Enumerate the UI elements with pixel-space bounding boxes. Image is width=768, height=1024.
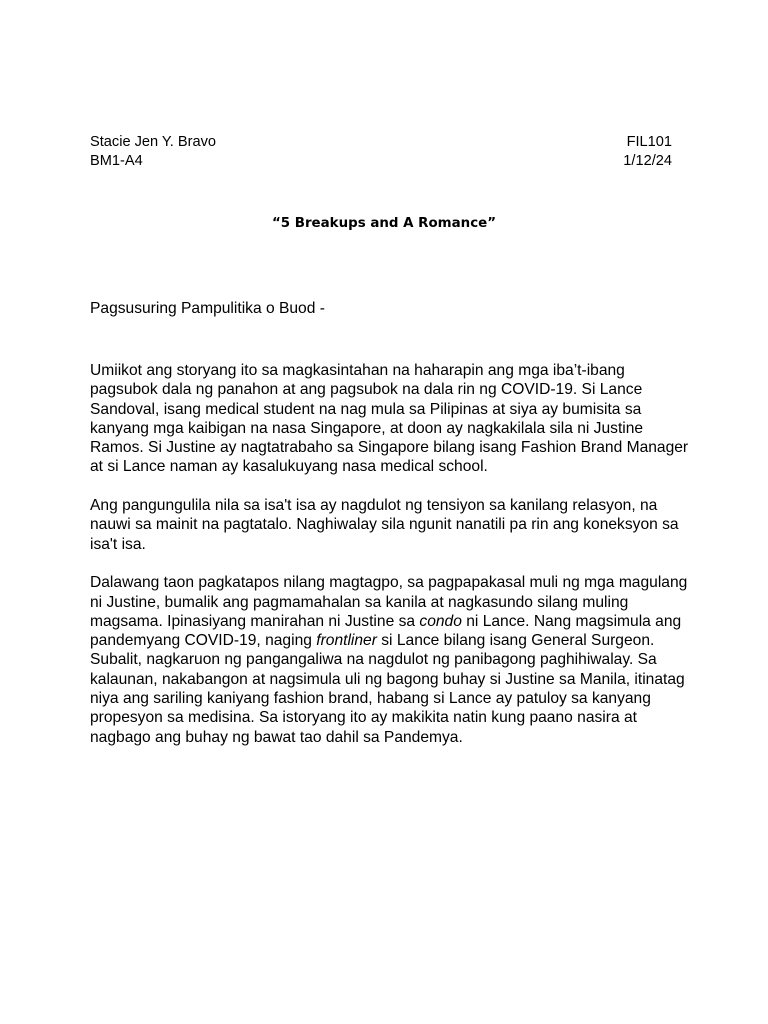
- header-row-2: [90, 152, 672, 171]
- paragraph-1: Umiikot ang storyang ito sa magkasintahan na haharapin ang mga iba’t-ibang pagsubok dala ng panahon at ang pagsubok na dala rin ng COVID-19. Si Lance Sandoval, isang medical student na nag mula sa Pilipinas at siya ay bumisita sa kanyang mga kaibigan na nasa Singapore, at doon ay nagkakilala sila ni Justine Ramos. Si Justine ay nagtatrabaho sa Singapore bilang isang Fashion Brand Manager at si Lance naman ay kasalukuyang nasa medical school.: [90, 362, 689, 476]
- author-name: Stacie Jen Y. Bravo: [90, 134, 217, 150]
- header-row-1: [90, 133, 672, 152]
- paragraph-3-text-3: si Lance bilang isang General Surgeon. Subalit, nagkaruon ng pangangaliwa na nagdulot ng panibagong paghihiwalay. Sa kalaunan, nakabangon at nagsimula uli ng bagong buhay si Justine sa Manila, itinatag niya ang sariling kaniyang fashion brand, habang si Lance ay patuloy sa kanyang propesyon sa medisina. Sa istoryang ito ay makikita natin kung paano nasira at nagbago ang buhay ng bawat tao dahil sa Pandemya.: [90, 632, 685, 746]
- paragraph-3: [90, 573, 690, 747]
- body-text: [90, 361, 690, 766]
- document-header: [90, 133, 672, 171]
- document-date: 1/12/24: [623, 153, 672, 169]
- paragraph-3-text-1: Dalawang taon pagkatapos nilang magtagpo, sa pagpapakasal muli ng mga magulang ni Justine, bumalik ang pagmamahalan sa kanila at nagkasundo silang muling magsama. Ipinasiyang manirahan ni Justine sa: [90, 574, 688, 630]
- course-code: FIL101: [626, 134, 672, 150]
- paragraph-3-text-2: ni Lance. Nang magsimula ang pandemyang COVID-19, naging: [90, 612, 682, 650]
- section-heading: Pagsusuring Pampulitika o Buod -: [90, 300, 325, 317]
- class-section: BM1-A4: [90, 153, 143, 169]
- paragraph-3-emphasis-frontliner: frontliner: [316, 632, 377, 650]
- paragraph-2: Ang pangungulila nila sa isa't isa ay nagdulot ng tensiyon sa kanilang relasyon, na nauwi sa mainit na pagtatalo. Naghiwalay sila ngunit nanatili pa rin ang koneksyon sa isa't isa.: [90, 497, 679, 553]
- paragraph-3-emphasis-condo: condo: [419, 612, 462, 630]
- document-title: “5 Breakups and A Romance”: [271, 216, 497, 231]
